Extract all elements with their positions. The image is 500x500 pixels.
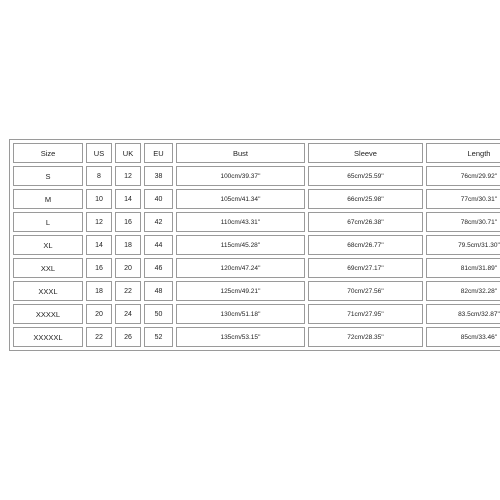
us-cell: 10 bbox=[86, 189, 112, 209]
uk-cell: 20 bbox=[115, 258, 141, 278]
uk-cell: 12 bbox=[115, 166, 141, 186]
eu-cell: 50 bbox=[144, 304, 173, 324]
size-cell: L bbox=[13, 212, 83, 232]
table-row bbox=[13, 166, 500, 186]
uk-cell: 18 bbox=[115, 235, 141, 255]
eu-cell: 46 bbox=[144, 258, 173, 278]
header-row bbox=[13, 143, 500, 163]
length-cell: 85cm/33.46'' bbox=[426, 327, 500, 347]
sleeve-cell: 71cm/27.95'' bbox=[308, 304, 423, 324]
size-cell: XL bbox=[13, 235, 83, 255]
sleeve-cell: 67cm/26.38'' bbox=[308, 212, 423, 232]
size-cell: XXXL bbox=[13, 281, 83, 301]
uk-cell: 24 bbox=[115, 304, 141, 324]
table-row bbox=[13, 258, 500, 278]
size-cell: S bbox=[13, 166, 83, 186]
eu-cell: 40 bbox=[144, 189, 173, 209]
us-cell: 20 bbox=[86, 304, 112, 324]
sleeve-cell: 66cm/25.98'' bbox=[308, 189, 423, 209]
size-chart-table bbox=[9, 139, 500, 351]
bust-cell: 120cm/47.24'' bbox=[176, 258, 305, 278]
eu-cell: 44 bbox=[144, 235, 173, 255]
eu-cell: 48 bbox=[144, 281, 173, 301]
bust-cell: 110cm/43.31'' bbox=[176, 212, 305, 232]
us-cell: 22 bbox=[86, 327, 112, 347]
uk-cell: 14 bbox=[115, 189, 141, 209]
length-cell: 83.5cm/32.87'' bbox=[426, 304, 500, 324]
us-cell: 14 bbox=[86, 235, 112, 255]
header-length: Length bbox=[426, 143, 500, 163]
table-row bbox=[13, 327, 500, 347]
eu-cell: 52 bbox=[144, 327, 173, 347]
size-cell: XXXXXL bbox=[13, 327, 83, 347]
sleeve-cell: 65cm/25.59'' bbox=[308, 166, 423, 186]
header-us: US bbox=[86, 143, 112, 163]
length-cell: 78cm/30.71'' bbox=[426, 212, 500, 232]
uk-cell: 22 bbox=[115, 281, 141, 301]
size-cell: XXL bbox=[13, 258, 83, 278]
table-row bbox=[13, 281, 500, 301]
uk-cell: 26 bbox=[115, 327, 141, 347]
sleeve-cell: 70cm/27.56'' bbox=[308, 281, 423, 301]
length-cell: 81cm/31.89'' bbox=[426, 258, 500, 278]
bust-cell: 105cm/41.34'' bbox=[176, 189, 305, 209]
bust-cell: 100cm/39.37'' bbox=[176, 166, 305, 186]
header-eu: EU bbox=[144, 143, 173, 163]
us-cell: 8 bbox=[86, 166, 112, 186]
size-cell: M bbox=[13, 189, 83, 209]
bust-cell: 135cm/53.15'' bbox=[176, 327, 305, 347]
table-row bbox=[13, 235, 500, 255]
length-cell: 77cm/30.31'' bbox=[426, 189, 500, 209]
length-cell: 79.5cm/31.30'' bbox=[426, 235, 500, 255]
us-cell: 16 bbox=[86, 258, 112, 278]
sleeve-cell: 72cm/28.35'' bbox=[308, 327, 423, 347]
header-size: Size bbox=[13, 143, 83, 163]
us-cell: 12 bbox=[86, 212, 112, 232]
length-cell: 82cm/32.28'' bbox=[426, 281, 500, 301]
sleeve-cell: 69cm/27.17'' bbox=[308, 258, 423, 278]
table-row bbox=[13, 212, 500, 232]
bust-cell: 125cm/49.21'' bbox=[176, 281, 305, 301]
header-bust: Bust bbox=[176, 143, 305, 163]
uk-cell: 16 bbox=[115, 212, 141, 232]
size-cell: XXXXL bbox=[13, 304, 83, 324]
sleeve-cell: 68cm/26.77'' bbox=[308, 235, 423, 255]
us-cell: 18 bbox=[86, 281, 112, 301]
length-cell: 76cm/29.92'' bbox=[426, 166, 500, 186]
table-row bbox=[13, 304, 500, 324]
bust-cell: 115cm/45.28'' bbox=[176, 235, 305, 255]
header-sleeve: Sleeve bbox=[308, 143, 423, 163]
table-row bbox=[13, 189, 500, 209]
eu-cell: 42 bbox=[144, 212, 173, 232]
header-uk: UK bbox=[115, 143, 141, 163]
bust-cell: 130cm/51.18'' bbox=[176, 304, 305, 324]
eu-cell: 38 bbox=[144, 166, 173, 186]
